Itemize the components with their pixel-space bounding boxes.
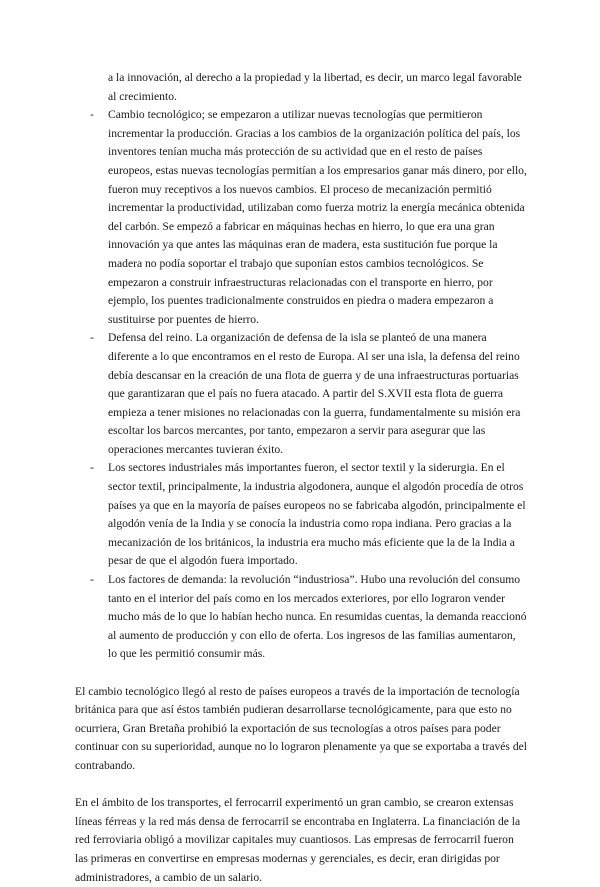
bullet-text: Cambio tecnológico; se empezaron a utilizar nuevas tecnologías que permitieron incrementar la producción. Gracias a los cambios de la organización política del país, los inventores tenían mucha más protección de su actividad que en el resto de países europeos, estas nuevas tecnologías permitían a los empresarios ganar más dinero, por ello, fueron muy receptivos a los nuevos cambios. El proceso de mecanización permitió incrementar la productividad, utilizaban como fuerza motriz la energía mecánica obtenida del carbón. Se empezó a fabricar en máquinas hechas en hierro, lo que era una gran innovación ya que antes las máquinas eran de madera, esta sustitución fue porque la madera no podía soportar el trabajo que suponían estos cambios tecnológicos. Se empezaron a construir infraestructuras relacionadas con el transporte en hierro, por ejemplo, los puentes tradicionalmente construidos en piedra o madera empezaron a sustituirse por puentes de hierro. (108, 108, 527, 326)
bullet-text: Defensa del reino. La organización de defensa de la isla se planteó de una manera diferente a lo que encontramos en el resto de Europa. Al ser una isla, la defensa del reino debía descansar en la creación de una flota de guerra y de una infraestructuras portuarias que garantizaran que el país no fuera atacado. A partir del S.XVII esta flota de guerra empieza a tener misiones no relacionadas con la guerra, fundamentalmente su misión era escoltar los barcos mercantes, por tanto, empezaron a servir para asegurar que las operaciones mercantes tuvieran éxito. (108, 331, 521, 456)
bullet-item-demand-factors (90, 571, 527, 664)
paragraph-gap (75, 664, 527, 683)
continuation-text: a la innovación, al derecho a la propiedad y la libertad, es decir, un marco legal favorable al crecimiento. (108, 71, 522, 103)
bullet-item-industrial-sectors (90, 459, 527, 571)
bullet-text: Los factores de demanda: la revolución “industriosa”. Hubo una revolución del consumo tanto en el interior del país como en los mercados exteriores, por ello lograron vender mucho más de lo que lo habían hecho nunca. En resumidas cuentas, la demanda reaccionó al aumento de producción y con ello de oferta. Los ingresos de las familias aumentaron, lo que les permitió consumir más. (108, 573, 527, 661)
bullet-marker: - (90, 461, 94, 475)
bullet-marker: - (90, 573, 94, 587)
bullet-item-technology (90, 106, 527, 329)
bullet-marker: - (90, 108, 94, 122)
bullet-marker: - (90, 331, 94, 345)
paragraph-technology-spread: El cambio tecnológico llegó al resto de países europeos a través de la importación de tecnología británica para que así éstos también pudieran desarrollarse tecnológicamente, para que esto no ocurriera, Gran Bretaña prohibió la exportación de sus tecnologías a otros países para poder continuar con su superioridad, aunque no lo lograron plenamente ya que se exportaba a través del contrabando. (75, 684, 527, 772)
document-body (75, 69, 527, 887)
bullet-list (75, 106, 527, 664)
bullet-item-defense (90, 329, 527, 459)
paragraph-transport: En el ámbito de los transportes, el ferrocarril experimentó un gran cambio, se crearon extensas líneas férreas y la red más densa de ferrocarril se encontraba en Inglaterra. La financiación de la red ferroviaria obligó a movilizar capitales muy cuantiosos. Las empresas de ferrocarril fueron las primeras en convertirse en empresas modernas y gerenciales, es decir, eran dirigidas por administradores, a cambio de un salario. (75, 796, 521, 884)
bullet-text: Los sectores industriales más importantes fueron, el sector textil y la siderurgia. En el sector textil, principalmente, la industria algodonera, aunque el algodón procedía de otros países ya que en la mayoría de países europeos no se fabricaba algodón, principalmente el algodón venía de la India y se conocía la industria como ropa indiana. Pero gracias a la mecanización de los británicos, la industria era mucho más eficiente que la de la India a pesar de que el algodón fuera importado. (108, 461, 526, 568)
paragraph-gap (75, 776, 527, 795)
